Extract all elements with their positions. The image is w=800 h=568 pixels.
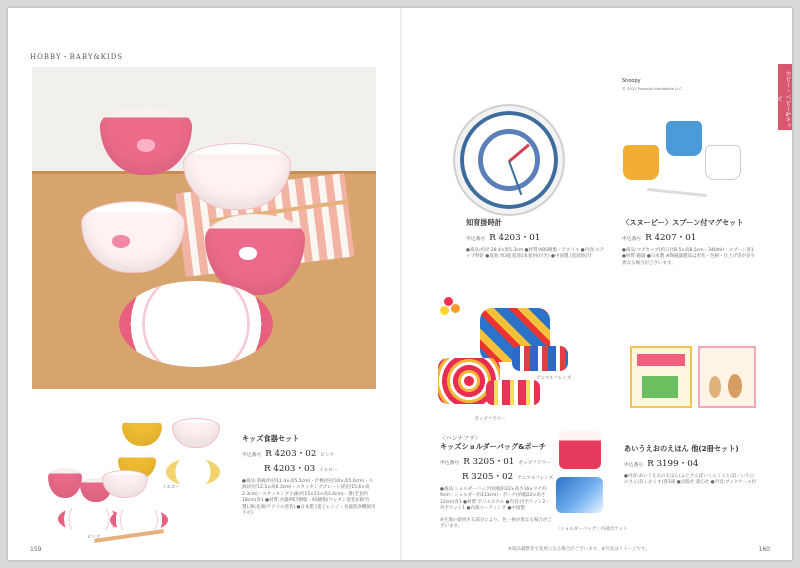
pink-bowl-top xyxy=(100,105,192,175)
code-prefix: 申込番号 xyxy=(242,453,262,458)
orange-snoopy-mug xyxy=(623,145,659,180)
bear-face-icon xyxy=(137,139,155,152)
product-title: キッズショルダーバッグ&ポーチ xyxy=(440,442,546,451)
code-prefix: 申込番号 xyxy=(440,461,460,466)
animal-friends-pouch xyxy=(512,346,568,371)
aiueo-book-set-image xyxy=(630,346,758,416)
code-row xyxy=(466,231,608,243)
snoopy-mug-set-image xyxy=(623,121,753,203)
aiueo-book-product xyxy=(624,444,758,487)
aiueo-book-cover xyxy=(630,346,692,408)
snoopy-copyright: © 2021 Peanuts Worldwide LLC xyxy=(622,86,683,91)
bear-face-icon xyxy=(112,235,130,248)
pop-flower-pouch xyxy=(486,380,540,405)
white-rice-bowl xyxy=(81,201,185,273)
product-description: ●商品:マグカップ(約口径8.5×高8.5cm・340ml)・スプーン各1 ●材質:磁器 ●日本製 ※陶磁器製品は形状・色柄・仕上げ等が多少異なる場合がございます。 xyxy=(622,248,755,266)
shoulder-bag-pouch-image xyxy=(438,308,568,424)
right-page-number: 160 xyxy=(758,546,770,553)
catalog-spread xyxy=(8,8,792,560)
shoulder-bag-product xyxy=(440,433,552,530)
product-code: R 4203・02 xyxy=(265,449,317,459)
product-code: R 3205・02 xyxy=(462,472,514,482)
pop-flower-caption: ポップフラワー xyxy=(474,417,506,422)
bear-dinner-plate xyxy=(119,281,273,367)
product-description: ●商品:ショルダーバッグ(約幅約22×高さ16×マチ約9cm・ショルダー約113cm)・ポーチ(約幅22×高さ12cm)各1 ●材質:ポリエステル ●内容:内ポケット2・外ポケット1 ●内部コーティング ●中国製 xyxy=(440,487,550,512)
bag-detail-image xyxy=(556,431,606,523)
pink-round-plate xyxy=(110,508,168,532)
animal-friends-caption: アニマルフレンズ xyxy=(536,376,572,381)
pink-pouch-detail xyxy=(559,431,601,469)
footer-note: ※商品調整等で変更になる場合がございます。※写真はイメージです。 xyxy=(508,547,650,552)
variant-label: ポップフラワー xyxy=(518,461,551,466)
yellow-set-white-bowl xyxy=(172,418,220,448)
product-title: キッズ食器セット xyxy=(242,434,300,443)
white-snoopy-mug xyxy=(705,145,741,180)
inner-pocket-caption: 〈ショルダーバッグ〉内部ポケット xyxy=(556,527,628,532)
side-category-tab: ホビー・ベビー&キッズ xyxy=(778,64,792,130)
product-title: あいうえおのえほん 他(2冊セット) xyxy=(624,444,739,453)
left-page-number: 159 xyxy=(30,546,42,553)
pink-small-bowl xyxy=(48,468,82,498)
product-code: R 3205・01 xyxy=(463,457,515,467)
educational-wall-clock-image xyxy=(455,106,563,214)
code-row xyxy=(440,455,552,467)
product-title: 知育掛時計 xyxy=(466,218,502,227)
product-code: R 4203・03 xyxy=(264,464,316,474)
kids-tableware-set-image xyxy=(48,418,216,538)
snoopy-brand-label: Snoopy xyxy=(622,78,641,84)
product-description: ●商品:茶碗(約径11.4×高5.5cm)・汁椀(約径10×高5.6cm)・小鉢(約径12.5×高6.3cm)・スタッキングプレート(約径15.6×高2.3cm)・スタッキング小鉢(約15×13×高3.4cm)・箸(全長約18cm)各1 ●材質:食器/PET樹脂・AS樹脂(ウレタン塗装)(箸/竹製),箸(先端/アクリル塗装) ●日本製 [電子レンジ・食器洗浄機使用不可] xyxy=(242,479,376,517)
kids-tableware-product xyxy=(242,434,376,517)
code-row xyxy=(242,447,376,459)
yellow-caption: イエロー xyxy=(162,485,180,490)
wall-clock-product xyxy=(466,218,608,261)
code-row xyxy=(622,231,758,243)
code-prefix: 申込番号 xyxy=(622,237,642,242)
product-description: ●商品:約径 28.4×奥5.3cm ●材質:ABS樹脂・アクリル ●内容:ステップ秒針 ●電池:単3乾電池1本使用(付き) ●中国製 [電池時計] xyxy=(466,248,605,260)
yellow-bowl xyxy=(122,418,162,446)
code-row xyxy=(624,457,758,469)
code-row xyxy=(462,470,552,482)
product-code: R 4207・01 xyxy=(645,233,697,243)
code-prefix: 申込番号 xyxy=(466,237,486,242)
code-prefix: 申込番号 xyxy=(624,463,644,468)
pink-caption: ピンク xyxy=(87,535,101,540)
blue-pouch-detail xyxy=(556,477,603,513)
variant-label: イエロー xyxy=(319,468,338,473)
bear-face-icon xyxy=(239,247,257,260)
blue-snoopy-mug xyxy=(666,121,702,156)
brand-title: 〈ハンナフラ〉 xyxy=(440,436,481,442)
variant-label: ピンク xyxy=(320,453,335,458)
page-gutter xyxy=(400,8,402,560)
snoopy-mug-product xyxy=(622,218,758,267)
code-row xyxy=(264,462,376,474)
product-note: ※生地の使用する部分により、色・柄が異なる場合がございます。 xyxy=(440,517,552,530)
section-title: HOBBY・BABY&KIDS xyxy=(30,53,124,61)
product-description: ●内容:あいうえおのえほん(ふとさんばいくらくことば)・いちにのさんぽ(しかくす)各1冊 ●出版社:童心社 ●内容:ブックケース付 xyxy=(624,474,757,486)
product-code: R 3199・04 xyxy=(647,459,699,469)
yellow-plate xyxy=(166,458,220,486)
product-code: R 4203・01 xyxy=(489,233,541,243)
snoopy-spoons xyxy=(647,188,707,197)
product-title: 〈スヌーピー〉スプーン付マグセット xyxy=(622,218,744,227)
ichinino-book-cover xyxy=(698,346,756,408)
variant-label: アニマルフレンズ xyxy=(517,476,554,481)
main-kids-tableware-photo xyxy=(32,67,376,389)
